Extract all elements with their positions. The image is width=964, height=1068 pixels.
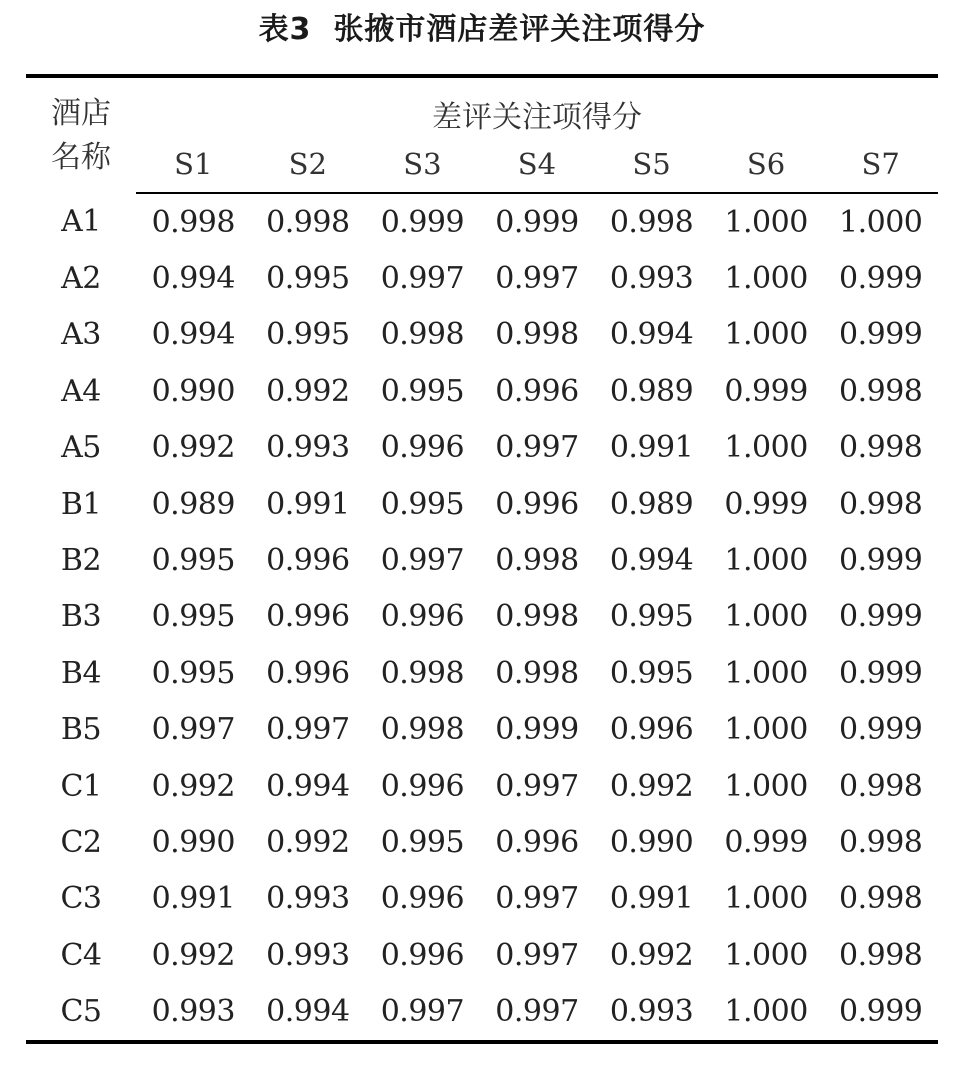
score-cell: 0.999 xyxy=(838,261,923,297)
table-row xyxy=(26,927,938,983)
score-cell: 0.995 xyxy=(151,655,235,691)
score-cell: 0.998 xyxy=(495,543,579,579)
score-cell: 0.999 xyxy=(724,824,808,860)
score-cell: 0.994 xyxy=(609,317,694,353)
hotel-name-cell: B2 xyxy=(60,543,102,579)
column-header-s5: S5 xyxy=(594,136,709,193)
score-cell: 0.995 xyxy=(151,543,235,579)
score-cell: 0.999 xyxy=(838,599,923,635)
score-cell: 0.993 xyxy=(266,430,350,466)
column-header-s6: S6 xyxy=(709,136,824,193)
hotel-name-cell: A2 xyxy=(61,261,101,297)
score-cell: 0.992 xyxy=(151,937,235,973)
score-cell: 0.990 xyxy=(151,824,235,860)
score-cell: 0.998 xyxy=(838,373,923,409)
score-cell: 0.992 xyxy=(266,824,350,860)
table-body xyxy=(26,193,938,1042)
score-cell: 0.998 xyxy=(838,486,923,522)
table-title: 张掖市酒店差评关注项得分 xyxy=(333,12,706,47)
score-cell: 0.990 xyxy=(609,824,694,860)
score-cell: 0.993 xyxy=(136,983,251,1041)
score-cell: 0.998 xyxy=(495,655,579,691)
score-cell: 0.998 xyxy=(151,204,235,240)
score-cell: 1.000 xyxy=(724,317,808,353)
score-table-container xyxy=(26,74,938,1044)
score-cell: 0.997 xyxy=(495,430,579,466)
score-cell: 1.000 xyxy=(724,204,808,240)
score-cell: 0.997 xyxy=(495,261,579,297)
score-cell: 0.991 xyxy=(609,881,694,917)
score-cell: 0.994 xyxy=(251,983,366,1041)
table-header xyxy=(26,76,938,193)
score-cell: 0.994 xyxy=(609,543,694,579)
score-cell: 0.992 xyxy=(609,768,694,804)
hotel-name-cell: C2 xyxy=(60,824,102,860)
table-row xyxy=(26,758,938,814)
score-cell: 0.996 xyxy=(380,430,465,466)
score-cell: 0.997 xyxy=(365,983,480,1041)
score-cell: 0.997 xyxy=(495,937,579,973)
score-cell: 0.998 xyxy=(838,881,923,917)
table-number: 表3 xyxy=(258,12,312,47)
score-cell: 0.992 xyxy=(151,430,235,466)
score-cell: 0.998 xyxy=(609,204,694,240)
table-row xyxy=(26,532,938,588)
score-cell: 0.998 xyxy=(380,655,465,691)
score-cell: 0.989 xyxy=(609,486,694,522)
score-cell: 1.000 xyxy=(724,937,808,973)
hotel-name-cell: A4 xyxy=(61,373,101,409)
table-row xyxy=(26,814,938,870)
score-cell: 0.996 xyxy=(266,543,350,579)
score-cell: 0.999 xyxy=(838,655,923,691)
score-cell: 0.996 xyxy=(495,373,579,409)
group-header: 差评关注项得分 xyxy=(136,76,938,136)
score-cell: 0.993 xyxy=(266,937,350,973)
table-row xyxy=(26,871,938,927)
table-row xyxy=(26,193,938,250)
score-cell: 0.996 xyxy=(495,824,579,860)
table-row xyxy=(26,645,938,701)
score-cell: 0.997 xyxy=(480,983,595,1041)
hotel-name-cell: B3 xyxy=(60,599,102,635)
score-cell: 1.000 xyxy=(724,430,808,466)
table-row xyxy=(26,307,938,363)
score-cell: 0.997 xyxy=(495,881,579,917)
score-cell: 0.996 xyxy=(266,655,350,691)
score-cell: 0.995 xyxy=(266,317,350,353)
score-cell: 0.995 xyxy=(151,599,235,635)
score-cell: 0.995 xyxy=(609,599,694,635)
score-cell: 0.998 xyxy=(838,768,923,804)
score-cell: 0.996 xyxy=(380,881,465,917)
table-row xyxy=(26,983,938,1041)
hotel-header-line1: 酒店 xyxy=(51,96,111,131)
score-cell: 0.993 xyxy=(609,261,694,297)
score-cell: 0.999 xyxy=(495,712,579,748)
header-row-group xyxy=(26,76,938,136)
score-cell: 0.995 xyxy=(266,261,350,297)
table-row xyxy=(26,702,938,758)
table-row xyxy=(26,589,938,645)
hotel-name-cell: C3 xyxy=(60,881,102,917)
hotel-name-cell: C5 xyxy=(26,983,136,1041)
score-cell: 0.993 xyxy=(594,983,709,1041)
hotel-name-cell: A5 xyxy=(61,430,101,466)
score-cell: 0.997 xyxy=(380,261,465,297)
header-row-columns xyxy=(26,136,938,193)
score-cell: 0.999 xyxy=(380,204,465,240)
column-header-s3: S3 xyxy=(365,136,480,193)
score-cell: 0.997 xyxy=(495,768,579,804)
score-cell: 0.995 xyxy=(380,486,465,522)
score-cell: 0.994 xyxy=(151,261,235,297)
score-cell: 0.994 xyxy=(151,317,235,353)
score-cell: 0.991 xyxy=(609,430,694,466)
score-cell: 0.998 xyxy=(838,937,923,973)
score-cell: 0.998 xyxy=(838,430,923,466)
score-cell: 0.998 xyxy=(495,599,579,635)
score-table xyxy=(26,74,938,1044)
score-cell: 1.000 xyxy=(724,655,808,691)
score-cell: 0.996 xyxy=(380,937,465,973)
table-caption xyxy=(0,8,964,52)
table-row xyxy=(26,476,938,532)
score-cell: 0.995 xyxy=(380,373,465,409)
score-cell: 0.998 xyxy=(838,824,923,860)
hotel-name-cell: A1 xyxy=(61,204,101,240)
score-cell: 0.995 xyxy=(380,824,465,860)
hotel-name-header xyxy=(26,76,136,193)
score-cell: 0.994 xyxy=(266,768,350,804)
score-cell: 0.999 xyxy=(838,317,923,353)
score-cell: 0.991 xyxy=(151,881,235,917)
column-header-s1: S1 xyxy=(136,136,251,193)
score-cell: 0.997 xyxy=(266,712,350,748)
table-row xyxy=(26,363,938,419)
score-cell: 0.998 xyxy=(380,712,465,748)
score-cell: 1.000 xyxy=(724,881,808,917)
column-header-s7: S7 xyxy=(823,136,938,193)
score-cell: 0.999 xyxy=(724,486,808,522)
score-cell: 0.993 xyxy=(266,881,350,917)
hotel-header-line2: 名称 xyxy=(51,140,111,175)
score-cell: 0.992 xyxy=(266,373,350,409)
score-cell: 0.999 xyxy=(724,373,808,409)
score-cell: 1.000 xyxy=(709,983,824,1041)
score-cell: 0.999 xyxy=(823,983,938,1041)
score-cell: 0.996 xyxy=(380,599,465,635)
score-cell: 1.000 xyxy=(724,261,808,297)
score-cell: 1.000 xyxy=(724,599,808,635)
score-cell: 0.999 xyxy=(495,204,579,240)
score-cell: 0.998 xyxy=(266,204,350,240)
score-cell: 0.996 xyxy=(380,768,465,804)
hotel-name-cell: B1 xyxy=(60,486,102,522)
score-cell: 0.998 xyxy=(380,317,465,353)
score-cell: 0.989 xyxy=(151,486,235,522)
score-cell: 0.999 xyxy=(838,712,923,748)
column-header-s2: S2 xyxy=(251,136,366,193)
score-cell: 0.996 xyxy=(495,486,579,522)
score-cell: 0.990 xyxy=(151,373,235,409)
table-row xyxy=(26,420,938,476)
column-header-s4: S4 xyxy=(480,136,595,193)
score-cell: 0.996 xyxy=(609,712,694,748)
hotel-name-cell: B5 xyxy=(60,712,102,748)
score-cell: 1.000 xyxy=(838,204,923,240)
score-cell: 0.992 xyxy=(151,768,235,804)
score-cell: 1.000 xyxy=(724,543,808,579)
hotel-name-cell: C4 xyxy=(60,937,102,973)
score-cell: 1.000 xyxy=(724,768,808,804)
table-row xyxy=(26,250,938,306)
score-cell: 0.996 xyxy=(266,599,350,635)
score-cell: 0.991 xyxy=(266,486,350,522)
score-cell: 0.999 xyxy=(838,543,923,579)
hotel-name-cell: C1 xyxy=(60,768,102,804)
score-cell: 0.995 xyxy=(609,655,694,691)
score-cell: 0.998 xyxy=(495,317,579,353)
score-cell: 0.997 xyxy=(380,543,465,579)
score-cell: 0.997 xyxy=(151,712,235,748)
score-cell: 0.989 xyxy=(609,373,694,409)
hotel-name-cell: A3 xyxy=(61,317,101,353)
score-cell: 1.000 xyxy=(724,712,808,748)
score-cell: 0.992 xyxy=(609,937,694,973)
hotel-name-cell: B4 xyxy=(60,655,102,691)
